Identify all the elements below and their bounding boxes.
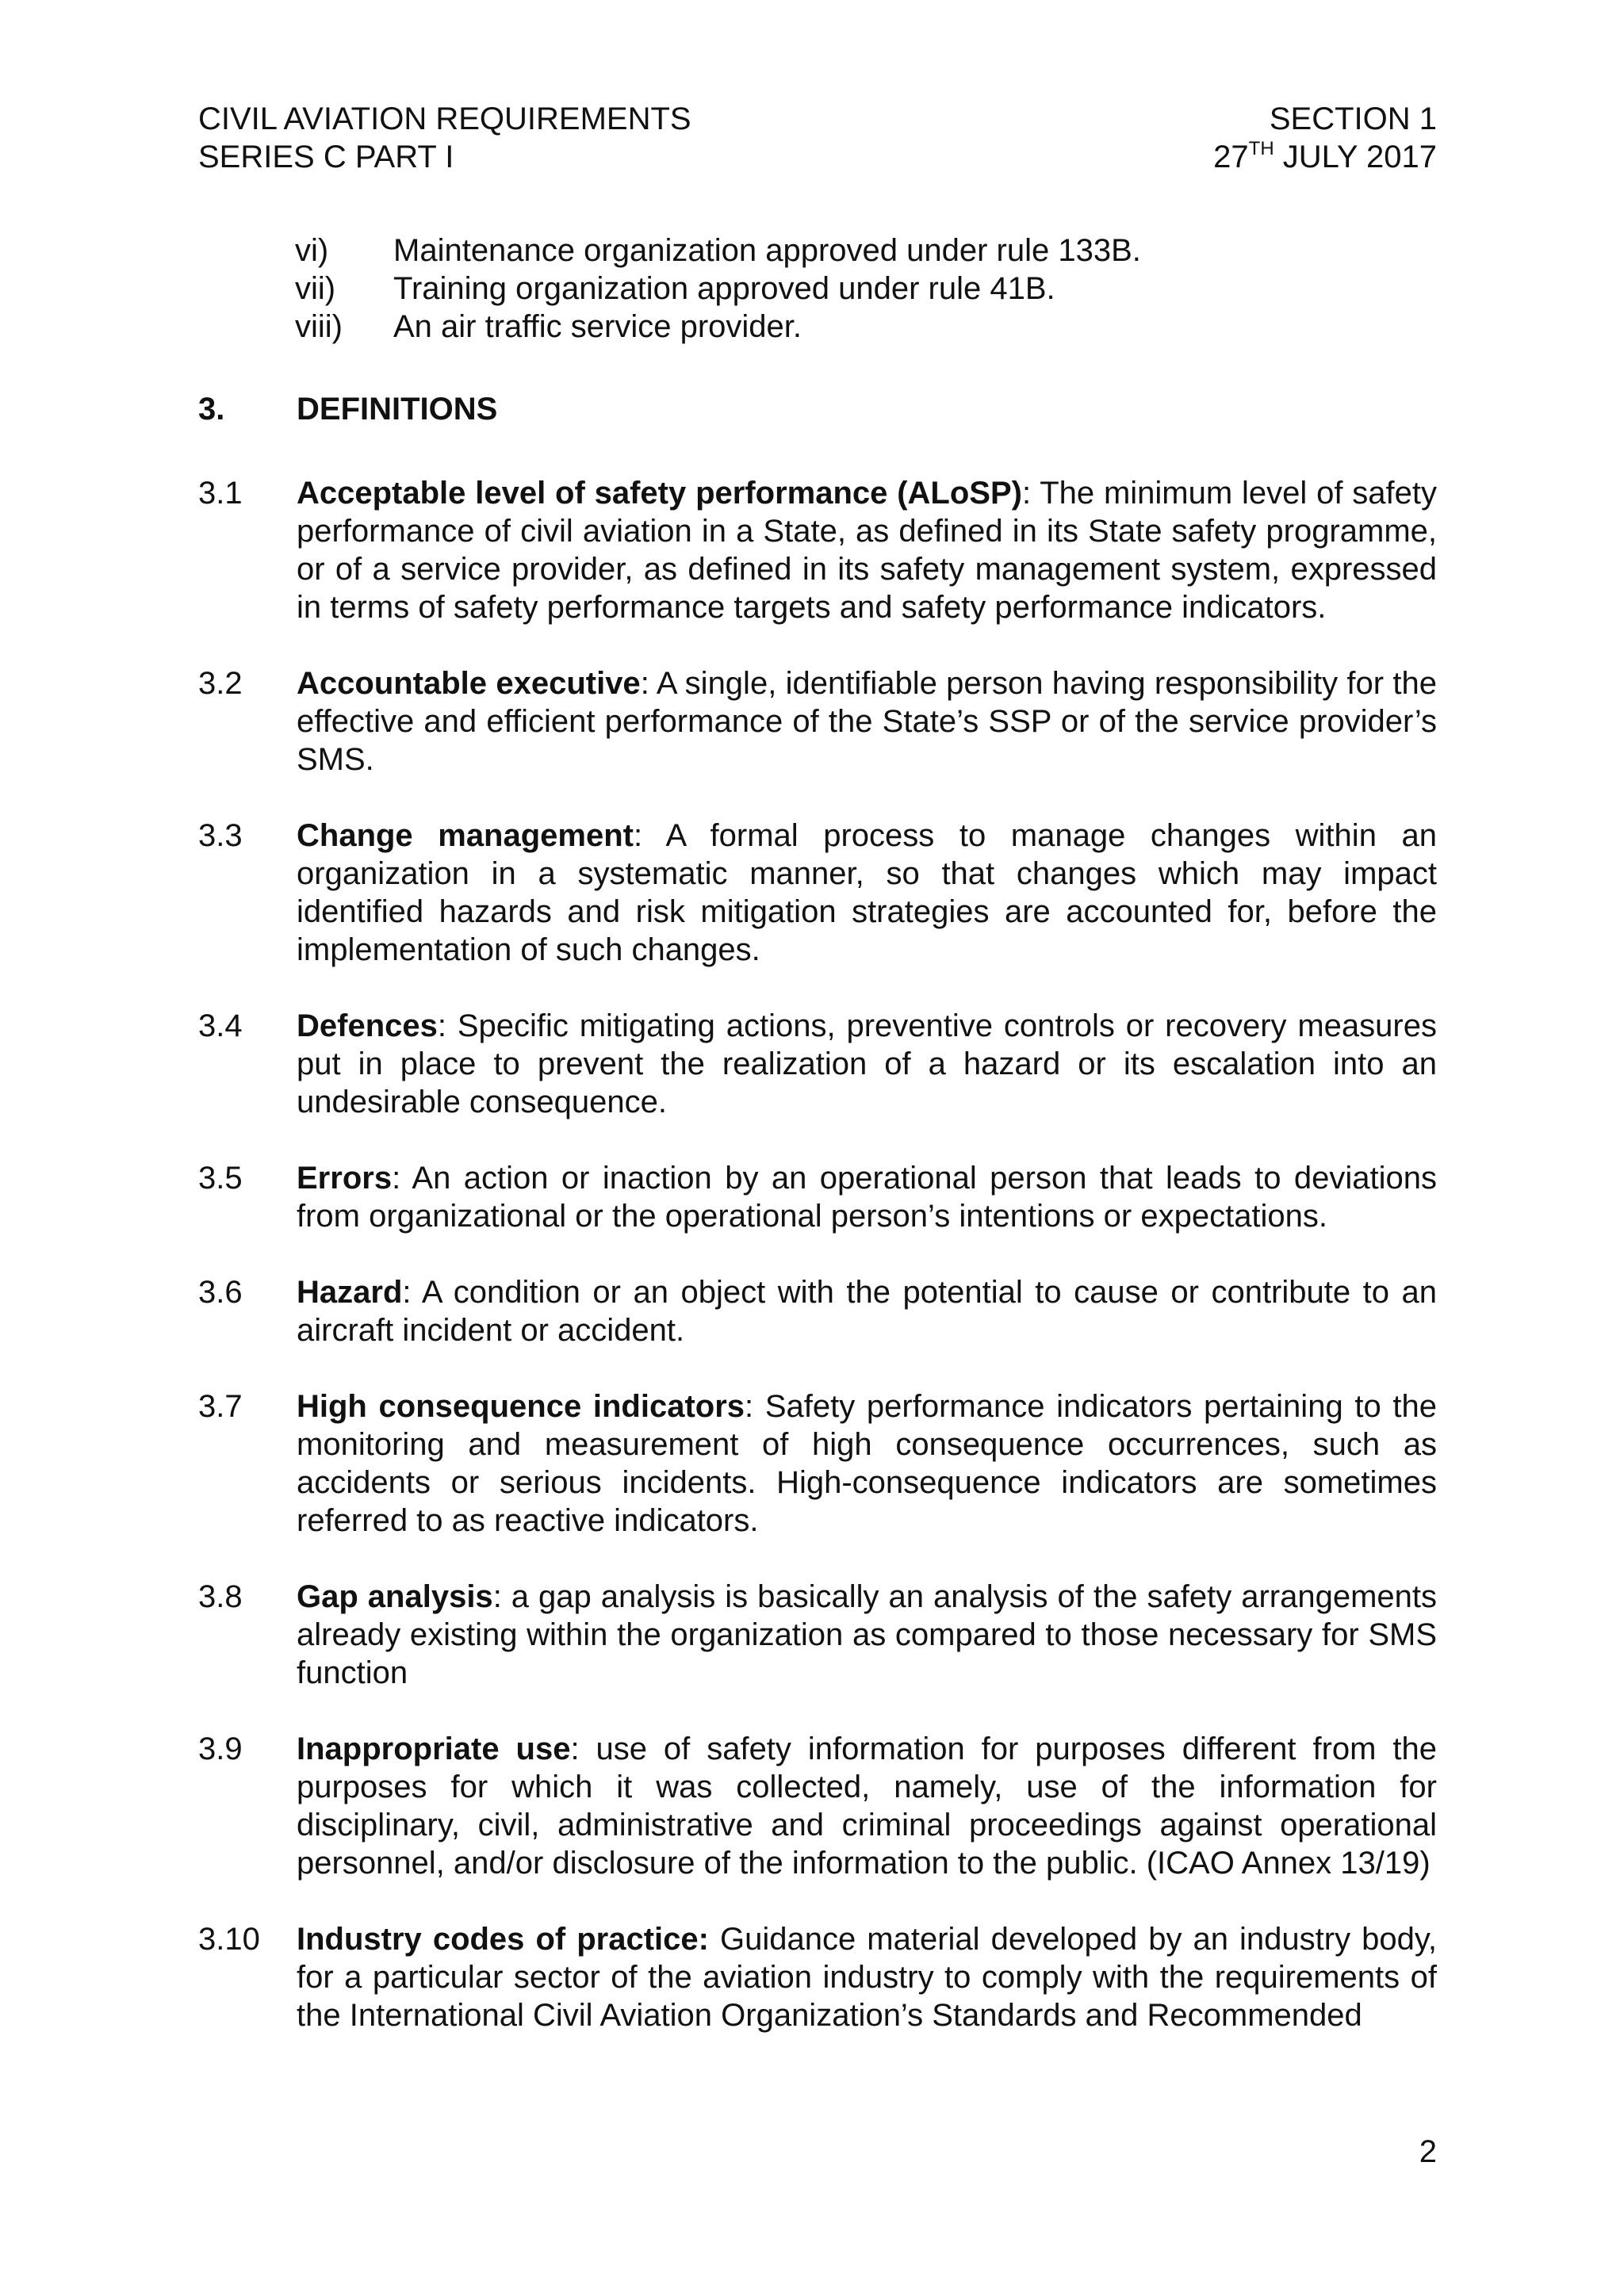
definition-text: Specific mitigating actions, preventive controls or recovery measures put in place to prevent the realization of a hazard or its escalation into an undesirable consequence. xyxy=(297,1008,1437,1119)
definition-number: 3.2 xyxy=(198,666,243,701)
definition-term: Accountable executive xyxy=(297,666,641,701)
definition-separator: : xyxy=(492,1579,511,1614)
list-item-text: Maintenance organization approved under rule 133B. xyxy=(393,233,1141,268)
list-item xyxy=(295,232,1141,270)
header-title: CIVIL AVIATION REQUIREMENTS xyxy=(198,101,691,136)
page-number: 2 xyxy=(1419,2134,1437,2169)
definition-number: 3.3 xyxy=(198,818,243,853)
definition-text: An action or inaction by an operational person that leads to deviations from organizational or the operational person’s intentions or expectations. xyxy=(297,1161,1437,1234)
definition-text: Guidance material developed by an industry body, for a particular sector of the aviation industry to comply with the requirements of the International Civil Aviation Organization’s Standards and Recommended xyxy=(297,1922,1437,2033)
definition-number: 3.5 xyxy=(198,1161,243,1196)
header-left xyxy=(198,100,691,176)
section-heading xyxy=(198,390,497,428)
definition-number: 3.4 xyxy=(198,1008,243,1043)
header-section: SECTION 1 xyxy=(1269,101,1437,136)
definition-separator: : xyxy=(633,818,666,853)
header-date-suffix: TH xyxy=(1248,138,1274,159)
definitions-list xyxy=(198,474,1437,2072)
definition-term: Gap analysis xyxy=(297,1579,493,1614)
definition-text: A formal process to manage changes within an organization in a systematic manner, so that changes which may impact identified hazards and risk mitigation strategies are accounted for, before the implementation of such changes. xyxy=(297,818,1437,967)
definition-item xyxy=(198,1578,1437,1692)
definition-separator: : xyxy=(402,1275,422,1310)
definition-term: Hazard xyxy=(297,1275,403,1310)
definition-text: A single, identifiable person having responsibility for the effective and efficient performance of the State’s SSP or of the service provider’s SMS. xyxy=(297,666,1438,777)
definition-separator: : xyxy=(570,1732,596,1766)
header-right xyxy=(1213,100,1437,176)
roman-list xyxy=(295,232,1141,346)
definition-item xyxy=(198,817,1437,969)
section-title: DEFINITIONS xyxy=(297,392,498,427)
header-date xyxy=(1213,138,1437,176)
definition-separator: : xyxy=(640,666,657,701)
list-item xyxy=(295,270,1141,308)
definition-number: 3.1 xyxy=(198,476,243,511)
definition-item xyxy=(198,1007,1437,1121)
definition-text: A condition or an object with the potential to cause or contribute to an aircraft incident or accident. xyxy=(297,1275,1437,1348)
definition-separator: : xyxy=(392,1161,412,1196)
list-item xyxy=(295,308,1141,346)
header-series: SERIES C PART I xyxy=(198,140,454,174)
definition-number: 3.6 xyxy=(198,1275,243,1310)
definition-item xyxy=(198,1730,1437,1882)
definition-number: 3.9 xyxy=(198,1732,243,1766)
header-date-rest: JULY 2017 xyxy=(1274,140,1437,174)
definition-separator xyxy=(709,1922,720,1957)
definition-separator: : xyxy=(745,1389,765,1424)
definition-separator: : xyxy=(437,1008,458,1043)
definition-number: 3.8 xyxy=(198,1579,243,1614)
definition-item xyxy=(198,474,1437,626)
definition-text: The minimum level of safety performance of civil aviation in a State, as defined in its State safety programme, or of a service provider, as defined in its safety management system, expressed in terms of safety performance targets and safety performance indicators. xyxy=(297,476,1437,625)
definition-term: High consequence indicators xyxy=(297,1389,745,1424)
list-item-number: vii) xyxy=(295,271,336,306)
definition-term: Errors xyxy=(297,1161,393,1196)
definition-item xyxy=(198,1273,1437,1349)
definition-text: use of safety information for purposes different from the purposes for which it was collected, namely, use of the information for disciplinary, civil, administrative and criminal proceedings against operational personnel, and/or disclosure of the information to the public. (ICAO Annex 13/19) xyxy=(297,1732,1438,1881)
list-item-number: vi) xyxy=(295,233,329,268)
definition-item xyxy=(198,1159,1437,1235)
definition-term: Industry codes of practice: xyxy=(297,1922,709,1957)
definition-term: Acceptable level of safety performance (ALoSP) xyxy=(297,476,1022,511)
definition-number: 3.7 xyxy=(198,1389,243,1424)
header-date-day: 27 xyxy=(1213,140,1249,174)
definition-term: Inappropriate use xyxy=(297,1732,571,1766)
list-item-number: viii) xyxy=(295,309,343,344)
definition-text: a gap analysis is basically an analysis of the safety arrangements already existing within the organization as compared to those necessary for SMS function xyxy=(297,1579,1437,1690)
definition-item xyxy=(198,664,1437,779)
definition-item xyxy=(198,1920,1437,2034)
list-item-text: Training organization approved under rule 41B. xyxy=(393,271,1055,306)
definition-number: 3.10 xyxy=(198,1922,260,1957)
definition-term: Defences xyxy=(297,1008,438,1043)
definition-term: Change management xyxy=(297,818,634,853)
definition-item xyxy=(198,1387,1437,1540)
section-number: 3. xyxy=(198,392,225,427)
list-item-text: An air traffic service provider. xyxy=(393,309,802,344)
definition-text: Safety performance indicators pertaining to the monitoring and measurement of high consequence occurrences, such as accidents or serious incidents. High-consequence indicators are sometimes referred to as reactive indicators. xyxy=(297,1389,1438,1538)
definition-separator: : xyxy=(1021,476,1040,511)
